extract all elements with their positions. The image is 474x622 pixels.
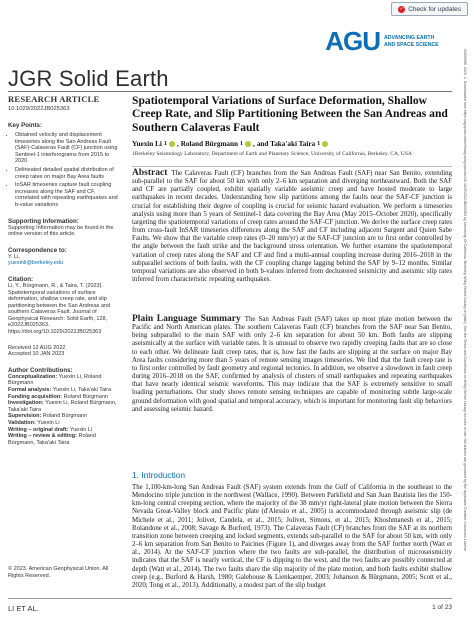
contribution-role: Formal analysis: [8,387,52,394]
contribution-role: Conceptualization: [8,373,58,380]
author-affil-sup: 1 [163,141,167,148]
contribution-item [8,400,118,413]
contribution-item [8,433,118,446]
footer-divider [8,598,452,599]
author-list: Yuexin Li 1 , Roland Bürgmann 1 , and Taka'aki Taira 1 [132,140,452,148]
left-sidebar [8,94,118,446]
orcid-icon[interactable] [322,141,328,147]
citation-heading: Citation: [8,275,34,283]
plain-language-summary-text: The San Andreas Fault (SAF) takes up most plate motion between the Pacific and North American plates. The southern Calaveras Fault (CF) branches from the SAF near San Benito, being subparallel to the main SAF with only 2–6 km separation for about 50 km. Both faults are slipping aseismically at the surface with variable rates. It is unusual to observe two rapidly creeping faults that are so close to each other. We delineate fault creep rates, that is, how fast the faults are slipping at the surface on major Bay Area faults considering more than 5 years of remote sensing images timeseries. We find that the fault creep rate is to first order controlled by fault geometry and regional tectonics. In addition, we observe a slowdown in fault creep during 2016–2018 on the SAF, confirmed by analysis of clusters of small earthquakes and repeating earthquakes that have nearly identical seismic waveforms. This may indicate that the SAF is extremely sensitive to small loading perturbations. Our study shows remote sensing techniques are capable of monitoring subtle large-scale ground deformation with good spatial and temporal accuracy, which is important for monitoring fault slip behaviors and assessing seismic hazard. [132,316,452,413]
orcid-icon[interactable] [245,141,251,147]
contribution-item [8,420,118,427]
key-points-list [8,132,118,209]
download-side-strip [456,0,474,600]
citation-text: Li, Y., Bürgmann, R., & Taira, T. (2023). Spatiotemporal variations of surface deformation, shallow creep rate, and slip partitioning between the San Andreas and southern Calaveras Fault. Journal of Geophysical Research: Solid Earth, 128, e2022JB025363. https://doi.org/10.1029/2022JB025363 [8,282,111,336]
contribution-names: Roland Bürgmann, Taka'aki Taira [8,433,96,446]
introduction-text: The 1,100-km-long San Andreas Fault (SAF) system extends from the Gulf of California in the southeast to the Mendocino triple junction in the northwest (Wallace, 1990). Between Parkfield and San Juan Bautista lies the 150-km-long central creeping section, where the majority of the 38 mm/yr right-lateral plate motion between the Sierra Nevada Great-Valley block and Pacific plate (d'Alessio et al., 2005) is accommodated through aseismic slip (de Michele et al., 2011; Jolivet, Candela, et al., 2015; Jolivet, Simons, et al., 2015; Khoshmanesh et al., 2015; Rolandone et al., 2008; Savage & Burford, 1973). The Calaveras Fault (CF) branches from the SAF at its northern transition zone between creeping and locked segments, extends sub-parallel to the SAF for about 50 km, with only 2–6 km separation from San Benito to Paicines (Figure 1), and diverges away from the SAF further north (Watt et al., 2014). At the SAF-CF junction where the two faults are sub-parallel, the distribution of microseismicity indicates that the SAF is nearly vertical, the CF is dipping to the west, and the two faults are possibly connected at depth (Watt et al., 2014). The two faults share the slip majority of the plate motion, and both faults exhibit shallow creep (e.g., Burford & Harsh, 1980; Galehouse & Lienkaemper, 2003; Johanson & Bürgmann, 2005; Scott et al., 2020; Tong et al., 2013). Additionally, a modest part of the slip budget [132,484,452,589]
received-date: Received 12 AUG 2022 [8,344,66,351]
contribution-role: Writing – original draft: [8,426,69,433]
author-affiliation: 1Berkeley Seismology Laboratory, Department of Earth and Planetary Science, University of California, Berkeley, CA, USA [132,151,412,158]
article-doi[interactable]: 10.1029/2022JB025363 [8,106,70,112]
author-contributions [8,374,118,447]
abstract-divider [132,166,452,167]
contribution-names: Yuexin Li, Taka'aki Taira [52,387,112,394]
contribution-item [8,387,118,394]
article-type: RESEARCH ARTICLE [8,94,100,104]
correspondence-email-link[interactable]: yuexinli@berkeley.edu [8,260,64,267]
abstract-heading: Abstract [132,168,168,178]
download-side-text: 21699356, 2023, 1, Downloaded from https://agupubs.onlinelibrary.wiley.com/doi/10.1029/2022JB025363 by University Of California, Berkeley, Wiley Online Library on [date]. See the Terms and Conditions on Wiley Online Library for rules of use; OA articles are governed by the applicable Creative Commons License [463,48,467,552]
contribution-role: Investigation: [8,400,44,407]
plain-language-summary-section [132,315,452,414]
correspondence-heading: Correspondence to: [8,246,67,254]
contribution-item [8,394,118,401]
key-point: • InSAR timeseries capture fault coupling increases along the SAF and CF, correlated with repeating earthquakes and b-value variations [15,182,118,208]
supporting-info-heading: Supporting Information: [8,217,79,225]
key-points-heading: Key Points: [8,122,43,129]
agu-logo-tagline: ADVANCING EARTH AND SPACE SCIENCE [384,35,439,48]
supporting-info-text: Supporting Information may be found in the online version of this article. [8,224,114,238]
contribution-names: Yuexin Li, Roland Bürgmann, Taka'aki Taira [8,400,117,413]
author-name[interactable]: Yuexin Li [132,140,162,149]
author-contributions-heading: Author Contributions: [8,366,73,374]
accepted-date: Accepted 10 JAN 2023 [8,351,65,358]
contribution-item [8,427,118,434]
contribution-role: Writing – review & editing: [8,433,77,440]
article-header [132,94,452,157]
author-affil-sup: 1 [317,141,321,148]
contribution-names: Yuexin Li [69,426,93,433]
contribution-item [8,413,118,420]
contribution-role: Validation: [8,420,36,426]
copyright-notice: © 2023. American Geophysical Union. All Rights Reserved. [8,566,109,579]
contribution-item [8,374,118,387]
plain-language-summary-heading: Plain Language Summary [132,314,241,324]
orcid-icon[interactable] [169,141,175,147]
key-point: • Delineated detailed spatial distribution of creep rates on major Bay Area faults [15,167,118,180]
contribution-role: Funding acquisition: [8,393,63,400]
contribution-role: Supervision: [8,413,42,420]
contribution-names: Roland Bürgmann [42,413,88,420]
abstract-section [132,169,452,284]
update-icon: ✓ [399,6,404,12]
author-name[interactable]: Roland Bürgmann [180,140,239,149]
contribution-names: Roland Bürgmann [63,393,108,400]
abstract-text: The Calaveras Fault (CF) branches from the San Andreas Fault (SAF) near San Benito, extending sub-parallel to the SAF for about 50 km with only 2–6 km separation and diverging northeastward. Both the SAF and CF are partially coupled, exhibit spatially variable aseismic creep and have hosted moderate to large earthquakes in recent decades. Understanding how slip partitions among the faults near the SAF-CF junction is crucial for establishing their degree of coupling is crucial for seismic hazard evaluation. We perform a timeseries analysis using more than 5 years of Sentinel-1 data covering the Bay Area (May 2015–October 2020), specifically targeting the spatiotemporal variations of creep rates around the SAF-CF junction. We derive the surface creep rates from cross-fault InSAR timeseries differences along the SAF and CF including adjacent Sargent and Quien Sabe Faults. We show that the variable creep rates (0–20 mm/yr) at the SAF-CF junction are to first order controlled by the angle between the fault strike and the background stress orientation. We further examine the spatiotemporal variation of creep rates along the SAF and CF and find a multi-annual coupling increase during 2016–2018 in the subparallel sections of both faults, with the CF coupling change lagging behind the SAF by 9–12 months. Similar temporal variations are also observed in both b-values inferred from declustered seismicity and aseismic slip rates inferred from characteristic repeating earthquakes. [132,170,452,284]
check-for-updates-label: Check for updates [408,5,461,13]
key-point: • Obtained velocity and displacement timeseries along the San Andreas Fault (SAF)-Calaveras Fault (CF) junction using Sentinel-1 interferograms from 2015 to 2020 [15,132,118,165]
footer-authors: LI ET AL. [8,604,39,613]
introduction-heading: 1. Introduction [132,470,186,480]
author-name[interactable]: and Taka'aki Taira [256,140,316,149]
author-affil-sup: 1 [240,141,244,148]
agu-logo-mark: AGU [325,26,380,56]
contribution-names: Yuexin Li, Roland Bürgmann [8,373,102,387]
journal-title: JGR Solid Earth [8,66,169,91]
header-divider [8,91,452,92]
page-number: 1 of 23 [432,604,452,611]
contribution-names: Yuexin Li [37,420,60,426]
agu-logo [325,26,446,57]
article-title: Spatiotemporal Variations of Surface Deformation, Shallow Creep Rate, and Slip Partitioning Between the San Andreas and Southern Calaveras Fault [132,94,448,134]
correspondence-name: Y. Li, [8,253,20,260]
